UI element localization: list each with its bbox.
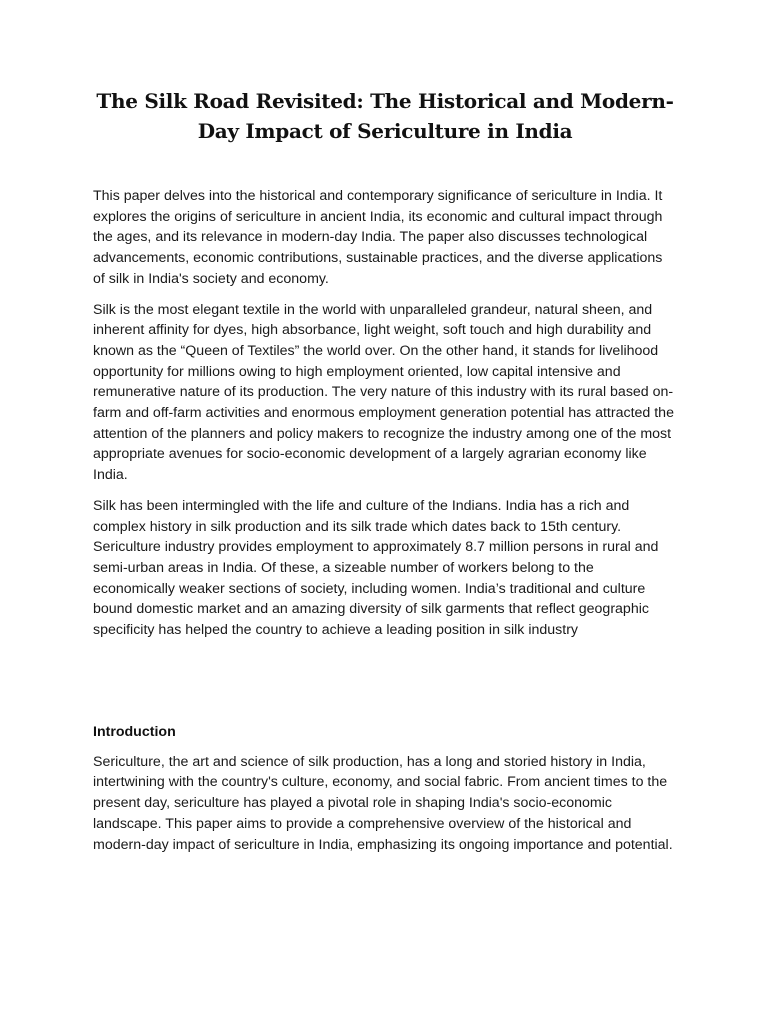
document-page — [93, 86, 677, 855]
title-line-1: The Silk Road Revisited: The Historical and Modern- — [96, 89, 674, 113]
title-line-2: Day Impact of Sericulture in India — [197, 119, 573, 143]
abstract-paragraph: This paper delves into the historical and contemporary significance of sericulture in India. It explores the origins of sericulture in ancient India, its economic and cultural impact through the ages, and its relevance in modern-day India. The paper also discusses technological advancements, economic contributions, sustainable practices, and the diverse applications of silk in India's society and economy. — [93, 188, 663, 287]
introduction-paragraph: Sericulture, the art and science of silk production, has a long and storied history in India, intertwining with the country's culture, economy, and social fabric. From ancient times to the present day, sericulture has played a pivotal role in shaping India's socio-economic landscape. This paper aims to provide a comprehensive overview of the historical and modern-day impact of sericulture in India, emphasizing its ongoing importance and potential. — [93, 753, 673, 853]
document-title — [93, 86, 677, 146]
silk-history-paragraph: Silk has been intermingled with the life and culture of the Indians. India has a rich and complex history in silk production and its silk trade which dates back to 15th century. Sericulture industry provides employment to approximately 8.7 million persons in rural and semi-urban areas in India. Of these, a sizeable number of workers belong to the economically weaker sections of society, including women. India’s traditional and culture bound domestic market and an amazing diversity of silk garments that reflect geographic specificity has helped the country to achieve a leading position in silk industry — [93, 497, 659, 639]
introduction-heading: Introduction — [93, 723, 176, 740]
silk-description-paragraph: Silk is the most elegant textile in the world with unparalleled grandeur, natural sheen, and inherent affinity for dyes, high absorbance, light weight, soft touch and high durability and known as the “Queen of Textiles” the world over. On the other hand, it stands for livelihood opportunity for millions owing to high employment oriented, low capital intensive and remunerative nature of its production. The very nature of this industry with its rural based on-farm and off-farm activities and enormous employment generation potential has attracted the attention of the planners and policy makers to recognize the industry among one of the most appropriate avenues for socio-economic development of a largely agrarian economy like India. — [93, 301, 674, 484]
